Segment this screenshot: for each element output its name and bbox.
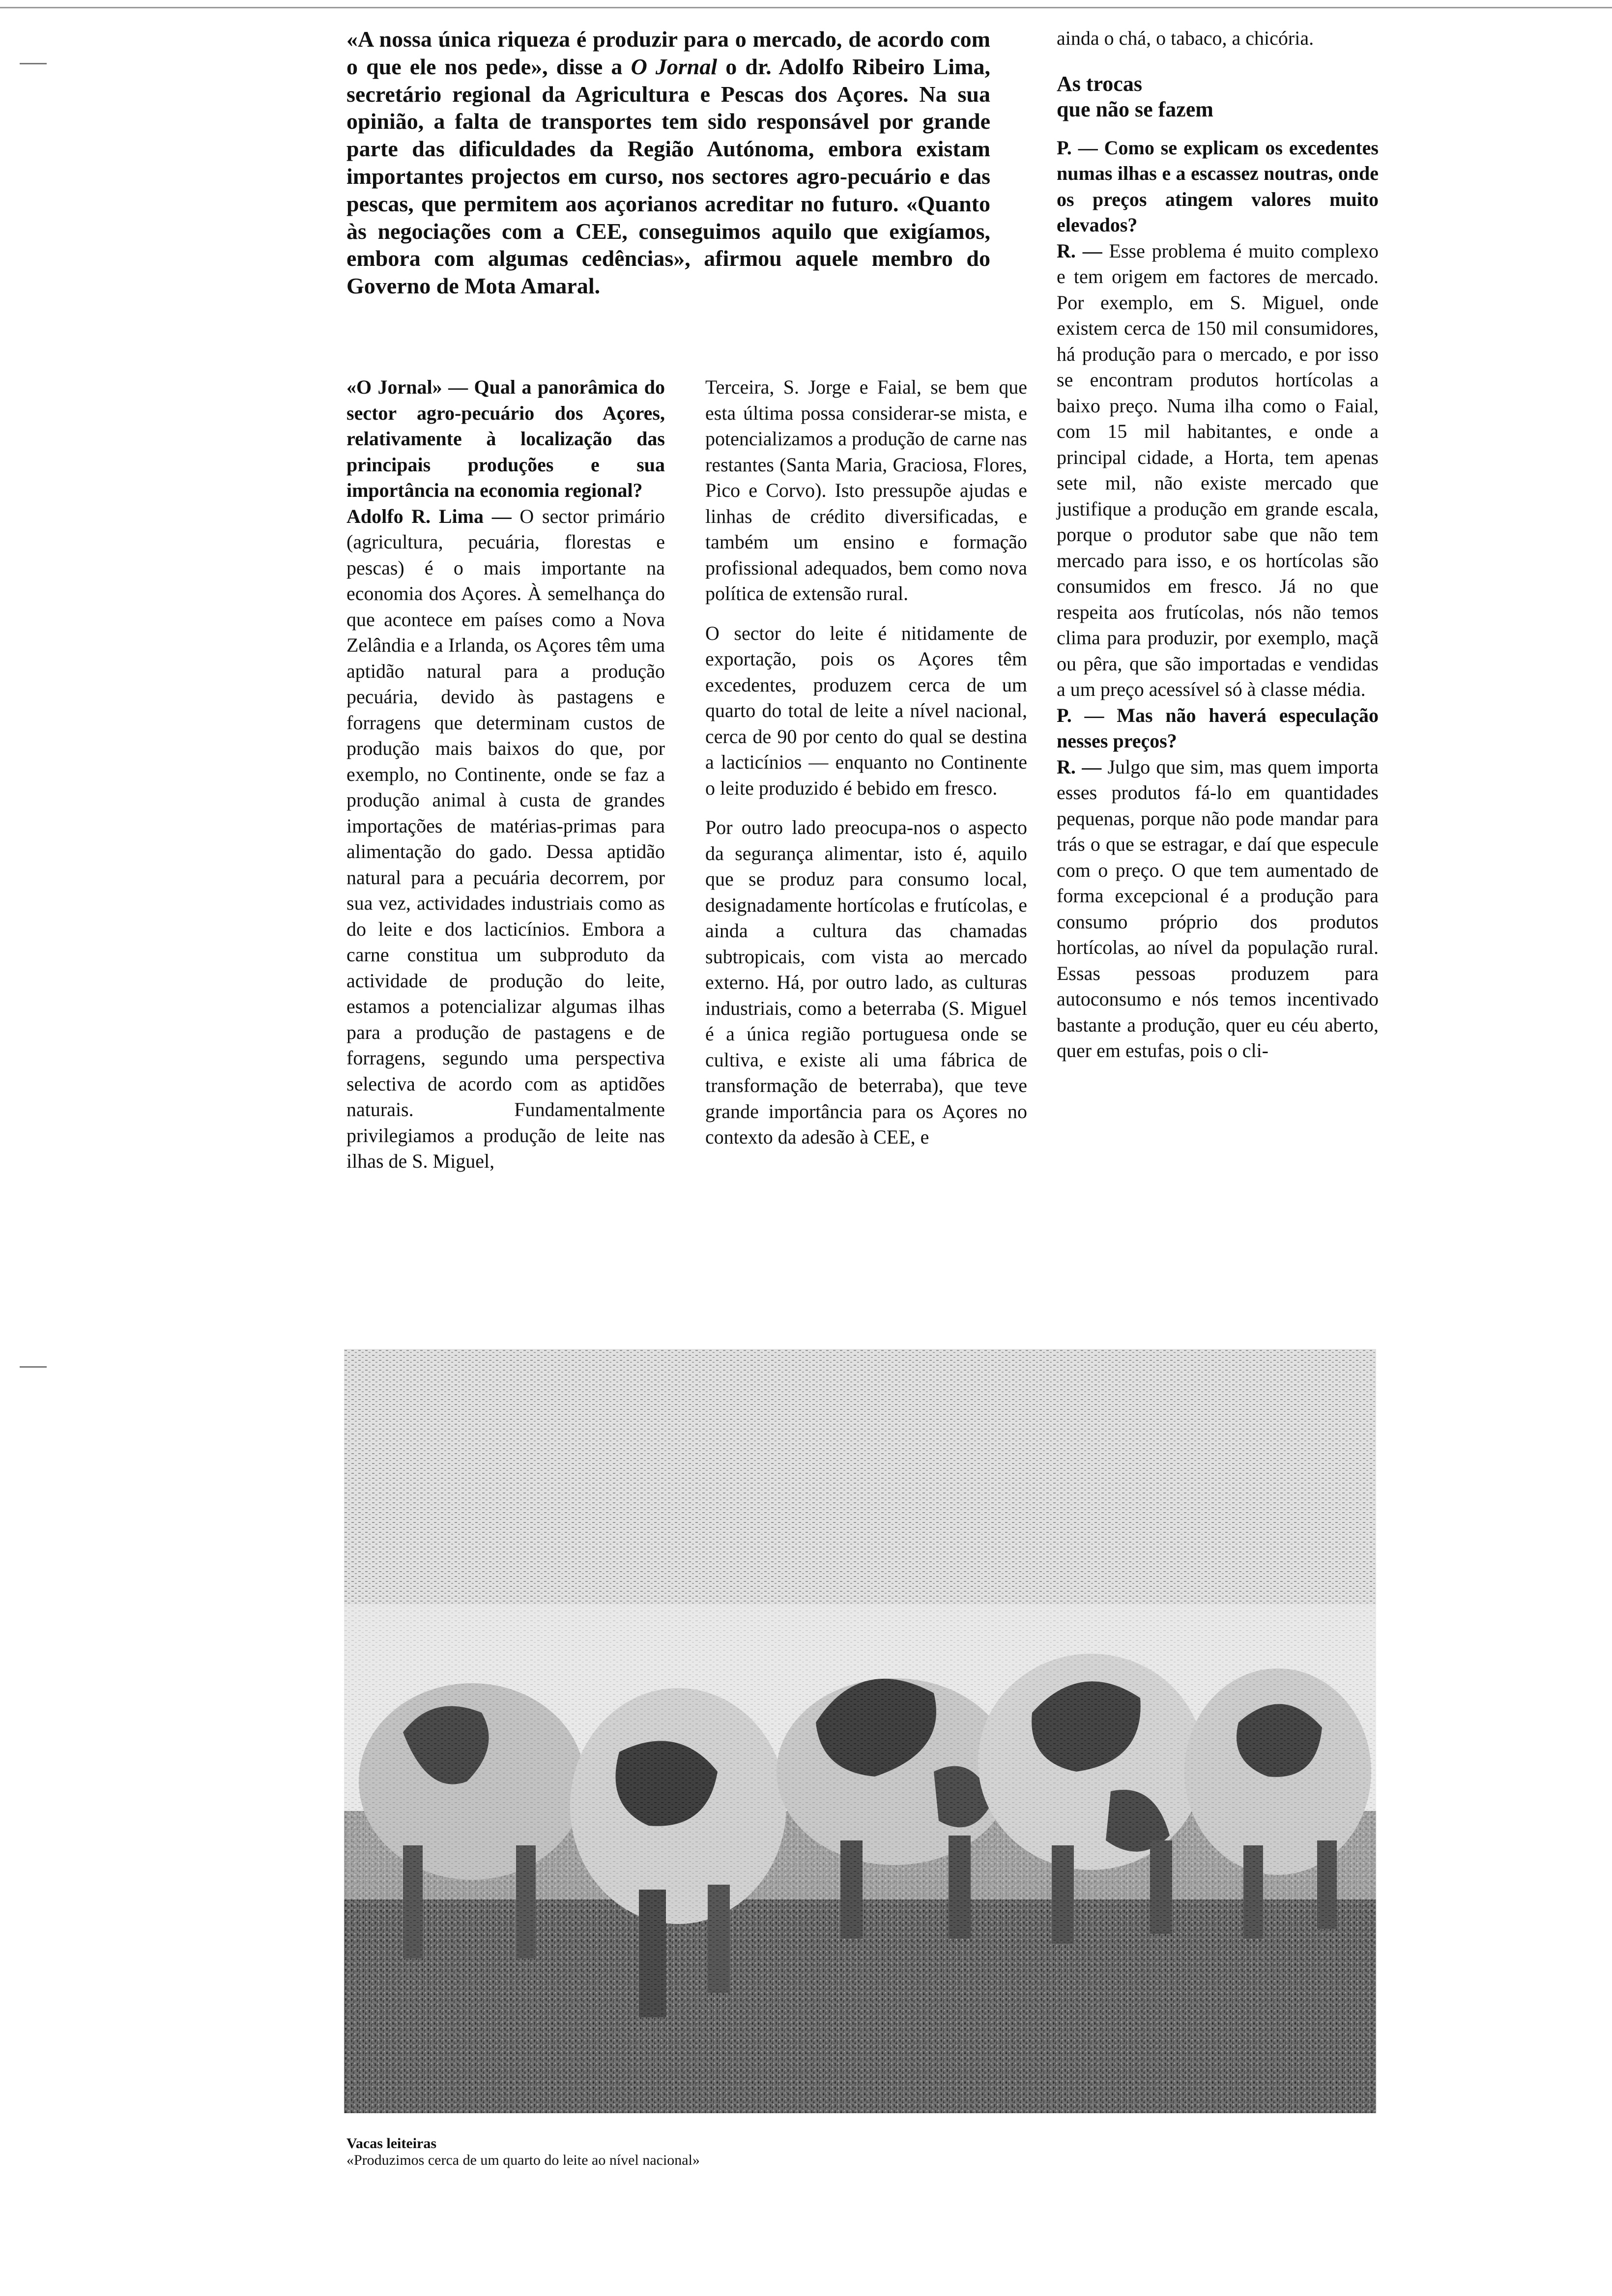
- margin-mark: [20, 1366, 47, 1368]
- caption-title: Vacas leiteiras: [346, 2135, 437, 2152]
- interview-question: P. — Mas não haverá especulação nesses preços?: [1057, 704, 1379, 752]
- answer-speaker: R. —: [1057, 239, 1102, 262]
- answer-speaker: Adolfo R. Lima —: [346, 505, 512, 527]
- answer-speaker: R. —: [1057, 755, 1102, 778]
- article-column-2: [705, 374, 1027, 1150]
- section-subhead: [1057, 71, 1379, 122]
- top-edge-rule: [0, 7, 1612, 8]
- interview-question: P. — Como se explicam os excedentes numas ilhas e a escassez noutras, onde os preços atingem valores muito elevados?: [1057, 136, 1379, 236]
- dairy-cows-photo: [344, 1349, 1376, 2113]
- lead-text-end: o dr. Adolfo Ribeiro Lima, secretário regional da Agricultura e Pescas dos Açores. Na sua opinião, a falta de transportes tem sido responsável por grande parte das dificuldades da Região Autónoma, embora existam importantes projectos em curso, nos sectores agro-pecuário e das pescas, que permitem aos açorianos acreditar no futuro. «Quanto às negociações com a CEE, conseguimos aquilo que exigíamos, embora com algumas cedências», afirmou aquele membro do Governo de Mota Amaral.: [346, 54, 991, 299]
- article-paragraph: Terceira, S. Jorge e Faial, se bem que esta última possa considerar-se mista, e potencializamos a produção de carne nas restantes (Santa Maria, Graciosa, Flores, Pico e Corvo). Isto pressupõe ajudas e linhas de crédito diversificadas, e também um ensino e formação profissional adequados, bem como nova política de extensão rural.: [705, 376, 1027, 604]
- subhead-line: As trocas: [1057, 71, 1142, 96]
- cows-illustration: [344, 1349, 1376, 2113]
- margin-mark: [20, 63, 47, 64]
- article-column-3: [1057, 26, 1379, 1064]
- article-paragraph: ainda o chá, o tabaco, a chicória.: [1057, 27, 1314, 49]
- newspaper-name: O Jornal: [631, 54, 718, 79]
- lead-paragraph: [346, 26, 990, 300]
- article-paragraph: O sector do leite é nitidamente de exportação, pois os Açores têm excedentes, produzem cerca de um quarto do total de leite a nível nacional, cerca de 90 por cento do qual se destina a lacticínios — enquanto no Continente o leite produzido é bebido em fresco.: [705, 622, 1027, 799]
- answer-text: Julgo que sim, mas quem importa esses produtos fá-lo em quantidades pequenas, porque não pode mandar para trás o que se estragar, e daí que especule com o preço. O que tem aumentado de forma excepcional é a produção para consumo próprio dos produtos hortícolas, ao nível da população rural. Essas pessoas produzem para autoconsumo e nós temos incentivado bastante a produção, quer eu céu aberto, quer em estufas, pois o cli-: [1057, 755, 1379, 1062]
- answer-text: O sector primário (agricultura, pecuária, florestas e pescas) é o mais importante na economia dos Açores. À semelhança do que acontece em países como a Nova Zelândia e a Irlanda, os Açores têm uma aptidão natural para a produção pecuária, devido às pastagens e forragens que determinam custos de produção mais baixos do que, por exemplo, no Continente, onde se faz a produção animal à custa de grandes importações de matérias-primas para alimentação do gado. Dessa aptidão natural para a pecuária decorrem, por sua vez, actividades industriais como as do leite e dos lacticínios. Embora a carne constitua um subproduto da actividade de produção do leite, estamos a potencializar algumas ilhas para a produção de pastagens e de forragens, segundo uma perspectiva selectiva de acordo com as aptidões naturais. Fundamentalmente privilegiamos a produção de leite nas ilhas de S. Miguel,: [346, 505, 665, 1172]
- caption-quote: «Produzimos cerca de um quarto do leite ao nível nacional»: [346, 2152, 700, 2168]
- article-column-1: [346, 374, 665, 1175]
- lead-text-start: «A nossa única riqueza é produzir para o mercado, de acordo com o que ele nos pede», disse a: [346, 27, 990, 79]
- interview-question: «O Jornal» — Qual a panorâmica do sector agro-pecuário dos Açores, relativamente à localização das principais produções e sua importância na economia regional?: [346, 376, 665, 501]
- article-paragraph: Por outro lado preocupa-nos o aspecto da segurança alimentar, isto é, aquilo que se produz para consumo local, designadamente hortícolas e frutícolas, e ainda a cultura das chamadas subtropicais, com vista ao mercado externo. Há, por outro lado, as culturas industriais, como a beterraba (S. Miguel é a única região portuguesa onde se cultiva, e existe ali uma fábrica de transformação de beterraba), que teve grande importância para os Açores no contexto da adesão à CEE, e: [705, 816, 1027, 1148]
- subhead-line: que não se fazem: [1057, 97, 1213, 121]
- photo-caption: [346, 2135, 1379, 2169]
- answer-text: Esse problema é muito complexo e tem origem em factores de mercado. Por exemplo, em S. Miguel, onde existem cerca de 150 mil consumidores, há produção para o mercado, e por isso se encontram produtos hortícolas a baixo preço. Numa ilha como o Faial, com 15 mil habitantes, e onde a principal cidade, a Horta, tem apenas sete mil, não existe mercado que justifique a produção em grande escala, porque o produtor sabe que não tem mercado para isso, e os hortícolas são consumidos em fresco. Já no que respeita aos frutícolas, nós não temos clima para produzir, por exemplo, maçã ou pêra, que são importadas e vendidas a um preço acessível só à classe média.: [1057, 239, 1379, 700]
